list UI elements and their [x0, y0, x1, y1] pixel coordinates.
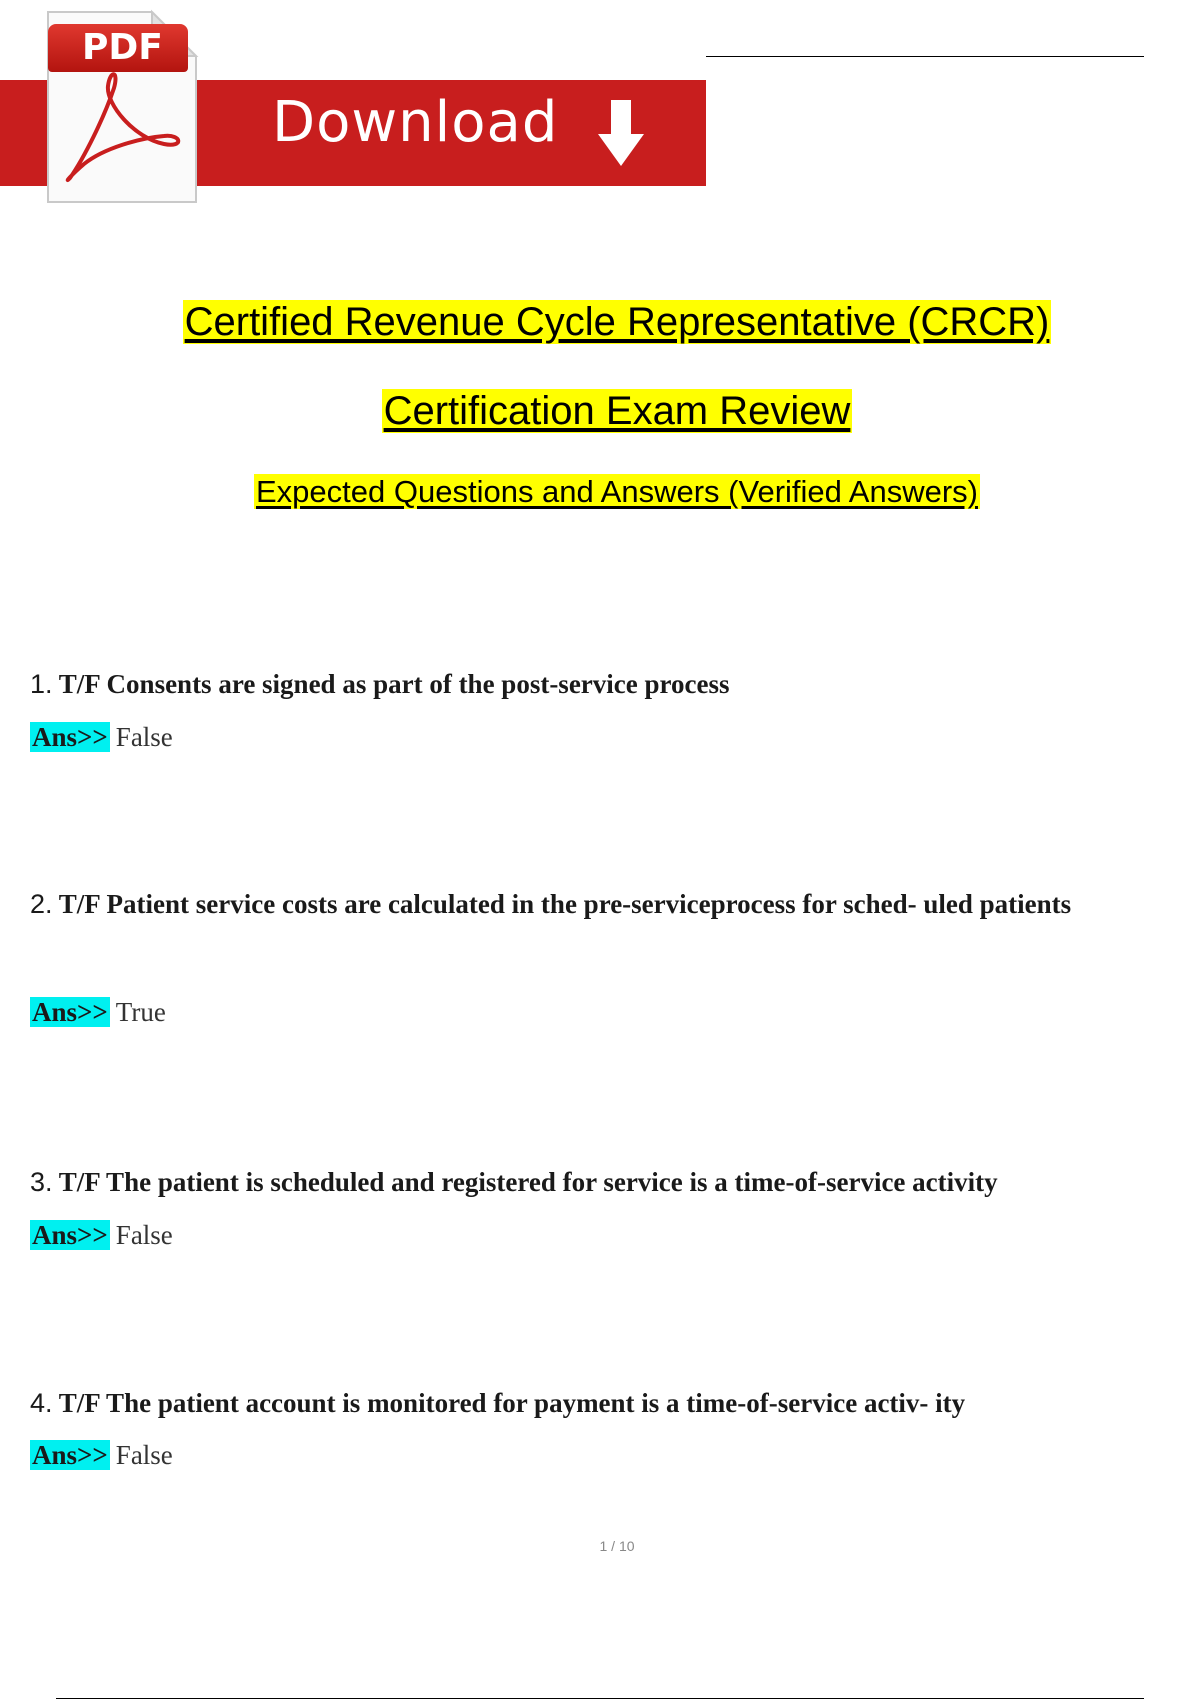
document-title: Certified Revenue Cycle Representative (CRCR) — [184, 300, 1050, 344]
answer-tag: Ans>> — [32, 1220, 108, 1250]
download-label[interactable]: Download — [272, 90, 559, 155]
answer-3: Ans>> False — [32, 1220, 173, 1250]
download-arrow-icon — [596, 100, 646, 168]
pdf-badge: PDF — [48, 24, 188, 72]
answer-4: Ans>> False — [32, 1440, 173, 1470]
question-2: 2. T/F Patient service costs are calculated in the pre-serviceprocess for sched- uled patients — [30, 889, 1072, 919]
answer-tag: Ans>> — [32, 722, 108, 752]
header-rule — [706, 56, 1144, 57]
document-tagline: Expected Questions and Answers (Verified Answers) — [256, 474, 978, 509]
answer-2: Ans>> True — [32, 997, 166, 1027]
page-number: 1 / 10 — [599, 1538, 635, 1554]
pdf-file-icon — [44, 8, 200, 206]
footer-rule — [56, 1698, 1144, 1699]
question-3: 3. T/F The patient is scheduled and registered for service is a time-of-service activity — [30, 1167, 998, 1197]
answer-1: Ans>> False — [32, 722, 173, 752]
answer-tag: Ans>> — [32, 1440, 108, 1470]
answer-tag: Ans>> — [32, 997, 108, 1027]
question-1: 1. T/F Consents are signed as part of the post-service process — [30, 669, 730, 699]
document-subtitle: Certification Exam Review — [383, 389, 851, 433]
question-4: 4. T/F The patient account is monitored for payment is a time-of-service activ- ity — [30, 1388, 966, 1418]
